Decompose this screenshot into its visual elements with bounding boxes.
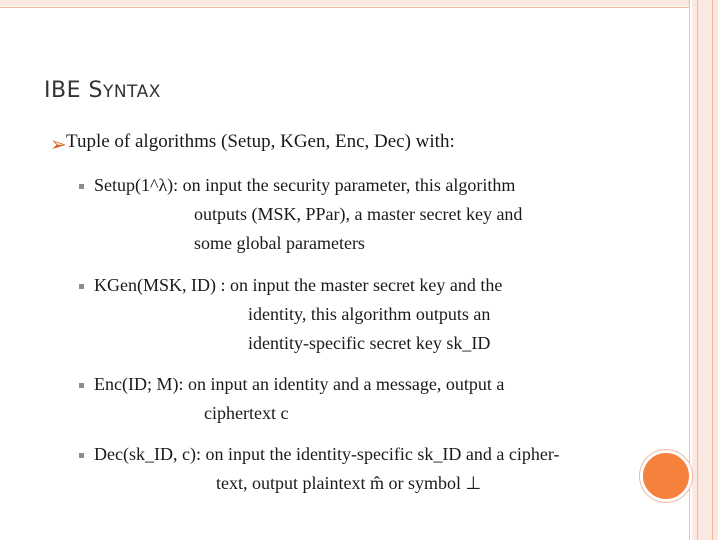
square-bullet-icon (79, 453, 84, 458)
arrow-bullet-icon: ➢ (50, 132, 67, 156)
slide-title: IBE SYNTAX (44, 78, 161, 103)
right-border-band (692, 0, 718, 540)
top-border-line (0, 7, 690, 8)
square-bullet-icon (79, 184, 84, 189)
item-line: Enc(ID; M): on input an identity and a message, output a (94, 374, 505, 394)
item-line: Dec(sk_ID, c): on input the identity-specific sk_ID and a cipher- (94, 444, 560, 464)
right-border-line-1 (689, 0, 690, 540)
item-line: text, output plaintext m̂ or symbol ⊥ (216, 473, 482, 493)
item-line: outputs (MSK, PPar), a master secret key and (194, 204, 523, 224)
list-item (94, 440, 560, 498)
list-item (94, 370, 504, 428)
top-border-band (0, 0, 690, 6)
list-item (94, 171, 522, 258)
item-line: identity-specific secret key sk_ID (248, 333, 491, 353)
intro-text: Tuple of algorithms (Setup, KGen, Enc, Dec) with: (66, 131, 455, 152)
decorative-circle (640, 450, 692, 502)
list-item (94, 271, 502, 358)
right-border-line-3 (712, 0, 713, 540)
square-bullet-icon (79, 284, 84, 289)
square-bullet-icon (79, 383, 84, 388)
item-line: ciphertext c (204, 403, 289, 423)
right-border-line-2 (697, 0, 698, 540)
item-line: some global parameters (194, 233, 365, 253)
item-line: identity, this algorithm outputs an (248, 304, 491, 324)
item-line: KGen(MSK, ID) : on input the master secret key and the (94, 275, 503, 295)
item-line: Setup(1^λ): on input the security parameter, this algorithm (94, 175, 516, 195)
